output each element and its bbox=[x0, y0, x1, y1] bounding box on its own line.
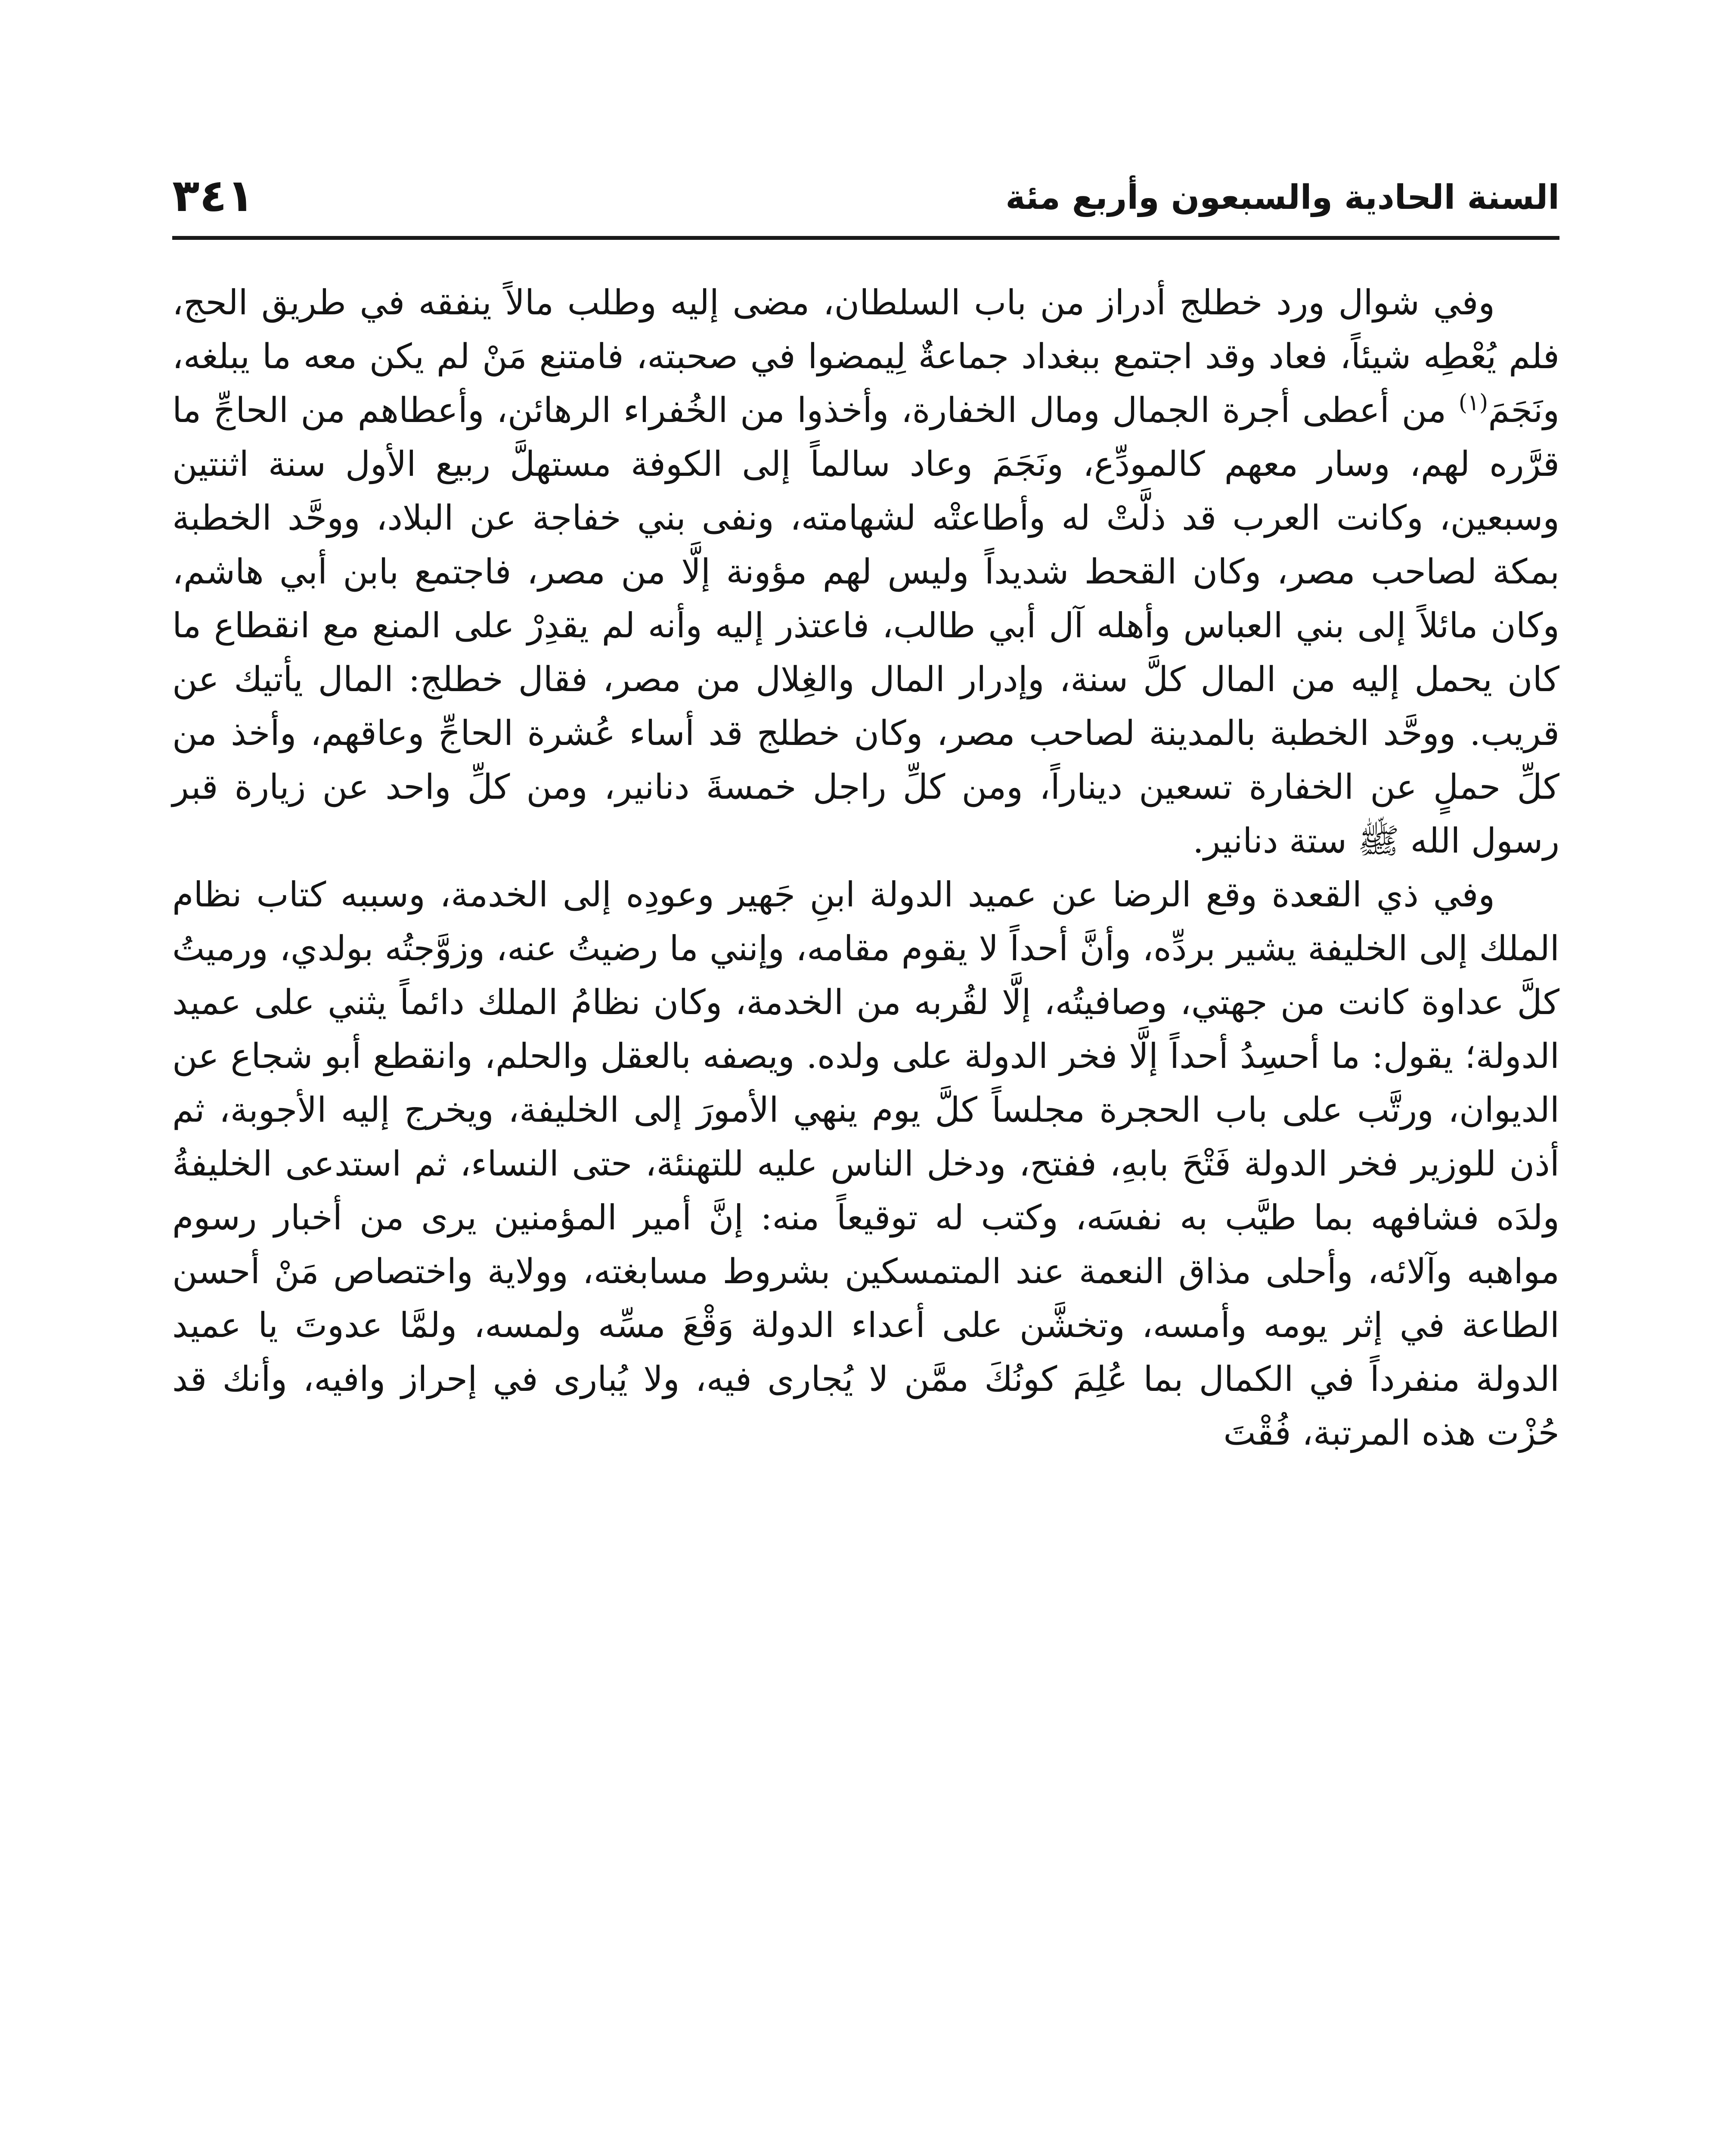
footnote-reference[interactable]: (١) bbox=[1458, 390, 1488, 416]
header-rule bbox=[172, 236, 1559, 240]
paragraph bbox=[172, 276, 1559, 868]
main-text bbox=[172, 276, 1559, 1460]
page-number: ٣٤١ bbox=[172, 169, 254, 222]
paragraph bbox=[172, 868, 1559, 1460]
paragraph-text: وفي ذي القعدة وقع الرضا عن عميد الدولة ابنِ جَهير وعودِه إلى الخدمة، وسببه كتاب نظام الملك إلى الخليفة يشير بردِّه، وأنَّ أحداً لا يقوم مقامه، وإنني ما رضيتُ عنه، وزوَّجتُه بولدي، ورميتُ كلَّ عداوة كانت من جهتي، وصافيتُه، إلَّا لقُربه من الخدمة، وكان نظامُ الملك دائماً يثني على عميد الدولة؛ يقول: ما أحسِدُ أحداً إلَّا فخر الدولة على ولده. ويصفه بالعقل والحلم، وانقطع أبو شجاع عن الديوان، ورتَّب على باب الحجرة مجلساً كلَّ يوم ينهي الأمورَ إلى الخليفة، ويخرج إليه الأجوبة، ثم أذن للوزير فخر الدولة فَتْحَ بابهِ، ففتح، ودخل الناس عليه للتهنئة، حتى النساء، ثم استدعى الخليفةُ ولدَه فشافهه بما طيَّب به نفسَه، وكتب له توقيعاً منه: إنَّ أمير المؤمنين يرى من أخبار رسوم مواهبه وآلائه، وأحلى مذاق النعمة عند المتمسكين بشروط مسابغته، وولاية واختصاص مَنْ أحسن الطاعة في إثر يومه وأمسه، وتخشَّن على أعداء الدولة وَقْعَ مسِّه ولمسه، ولمَّا عدوتَ يا عميد الدولة منفرداً في الكمال بما عُلِمَ كونُكَ ممَّن لا يُجارى فيه، ولا يُبارى في إحراز وافيه، وأنك قد حُزْت هذه المرتبة، فُقْتَ bbox=[172, 875, 1560, 1453]
paragraph-text: من أعطى أجرة الجمال ومال الخفارة، وأخذوا من الخُفراء الرهائن، وأعطاهم من الحاجِّ ما قرَّره لهم، وسار معهم كالمودِّع، ونَجَمَ وعاد سالماً إلى الكوفة مستهلَّ ربيع الأول سنة اثنتين وسبعين، وكانت العرب قد ذلَّتْ له وأطاعتْه لشهامته، ونفى بني خفاجة عن البلاد، ووحَّد الخطبة بمكة لصاحب مصر، وكان القحط شديداً وليس لهم مؤونة إلَّا من مصر، فاجتمع بابن أبي هاشم، وكان مائلاً إلى بني العباس وأهله آل أبي طالب، فاعتذر إليه وأنه لم يقدِرْ على المنع مع انقطاع ما كان يحمل إليه من المال كلَّ سنة، وإدرار المال والغِلال من مصر، فقال خطلج: المال يأتيك عن قريب. ووحَّد الخطبة بالمدينة لصاحب مصر، وكان خطلج قد أساء عُشرة الحاجِّ وعاقهم، وأخذ من كلِّ حملٍ عن الخفارة تسعين ديناراً، ومن كلِّ راجل خمسةَ دنانير، ومن كلِّ واحد عن زيارة قبر رسول الله ﷺ ستة دنانير. bbox=[172, 390, 1559, 861]
running-title: السنة الحادية والسبعون وأربع مئة bbox=[1005, 178, 1559, 217]
paragraph-text: وفي شوال ورد خطلج أدراز من باب السلطان، مضى إليه وطلب مالاً ينفقه في طريق الحج، فلم يُعْطِه شيئاً، فعاد وقد اجتمع ببغداد جماعةٌ لِيمضوا في صحبته، فامتنع مَنْ لم يكن معه ما يبلغه، ونَجَمَ bbox=[172, 282, 1559, 430]
running-header bbox=[172, 155, 1559, 224]
